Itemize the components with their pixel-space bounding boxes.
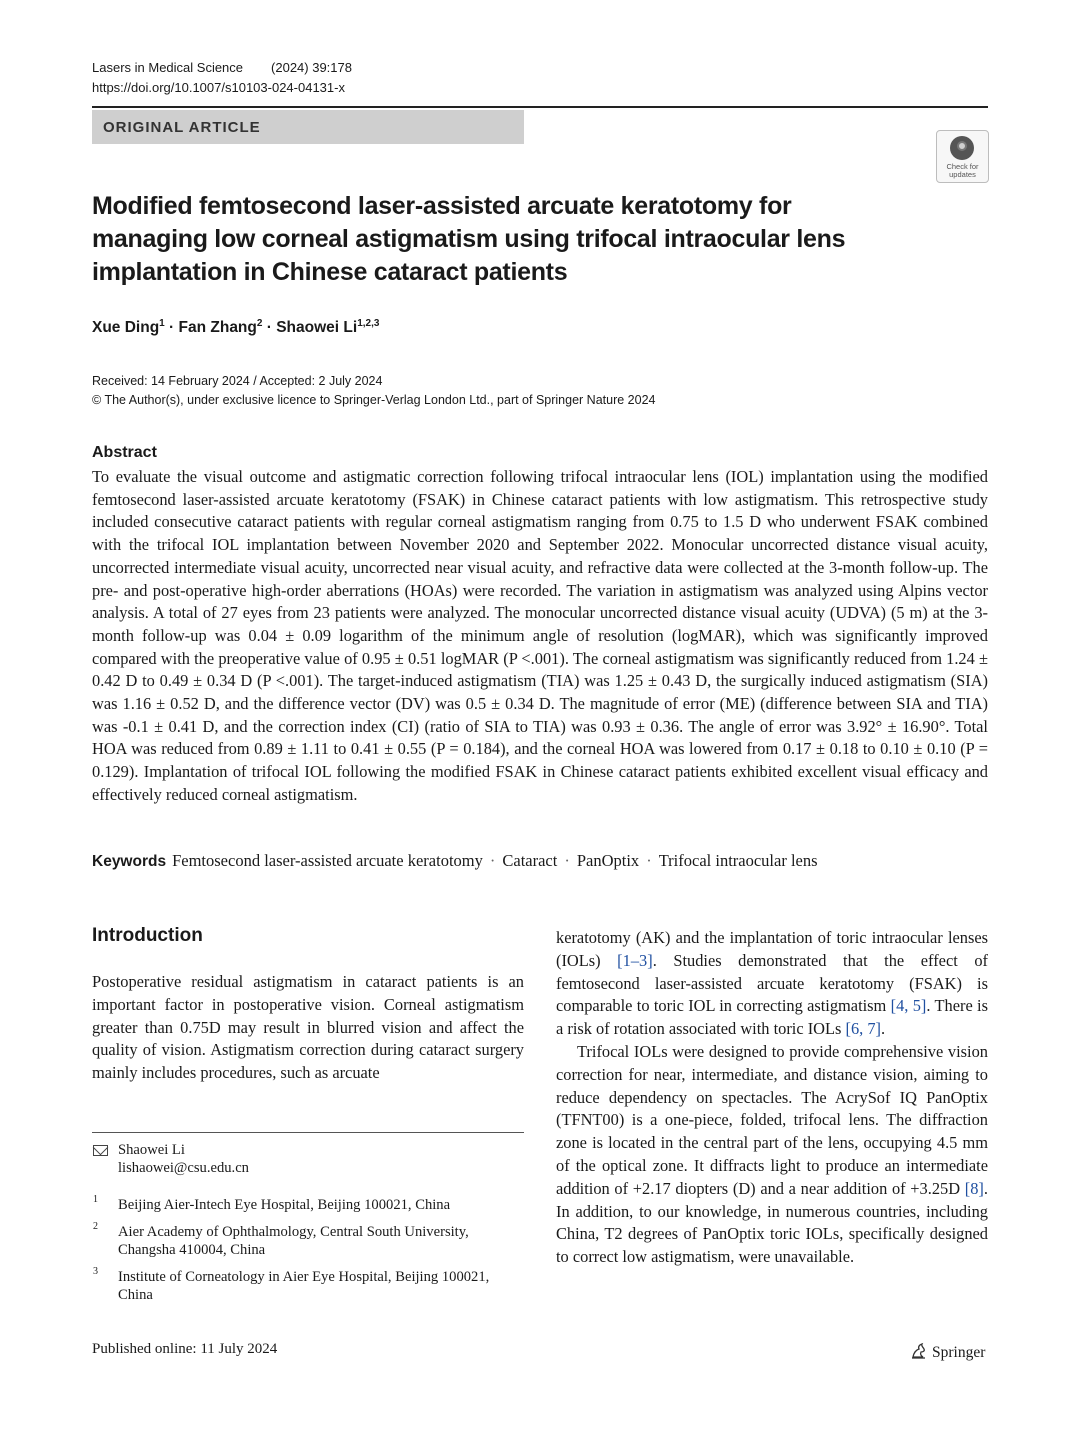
citation-link[interactable]: [8] <box>964 1178 984 1198</box>
corresponding-author-name: Shaowei Li <box>118 1142 185 1158</box>
introduction-heading: Introduction <box>92 925 203 946</box>
author-affiliation-mark: 1 <box>159 318 165 329</box>
author-separator: · <box>164 319 179 337</box>
author-affiliation-mark: 2 <box>256 318 263 329</box>
keyword: Femtosecond laser-assisted arcuate keratotomy <box>172 851 483 870</box>
affiliation-number: 2 <box>93 1221 98 1232</box>
author-name[interactable]: Xue Ding <box>92 319 160 337</box>
article-type-banner <box>92 110 524 144</box>
paragraph-text: . Studies demonstrated that the effect of femtosecond laser-assisted arcuate keratotomy (FSAK) is comparable to toric IOL in correcting astigmatism <box>556 950 988 1016</box>
abstract-text: To evaluate the visual outcome and astigmatic correction following trifocal intraocular lens (IOL) implantation using the modified femtosecond laser-assisted arcuate keratotomy (FSAK) in Chinese cataract patients with low astigmatism. This retrospective study included consecutive cataract patients with regular corneal astigmatism ranging from 0.75 to 1.5 D who underwent FSAK combined with the trifocal IOL implantation between November 2020 and September 2022. Monocular uncorrected distance visual acuity, uncorrected intermediate visual acuity, uncorrected near visual acuity, and refractive data were collected at the 3-month follow-up. The pre- and post-operative high-order aberrations (HOAs) were recorded. The variation in astigmatism was analyzed using Alpins vector analysis. A total of 27 eyes from 23 patients were analyzed. The monocular uncorrected distance visual acuity (UDVA) (5 m) at the 3-month follow-up was 0.04 ± 0.09 logarithm of the minimum angle of resolution (logMAR), which was significantly improved compared with the preoperative value of 0.95 ± 0.51 logMAR (P <.001). The corneal astigmatism was significantly reduced from 1.24 ± 0.42 D to 0.49 ± 0.34 D (P <.001). The target-induced astigmatism (TIA) was 1.25 ± 0.43 D, the surgically induced astigmatism (SIA) was 1.16 ± 0.52 D, and the difference vector (DV) was 0.5 ± 0.34 D. The magnitude of error (ME) (difference between SIA and TIA) was -0.1 ± 0.41 D, and the correction index (CI) (ratio of SIA to TIA) was 0.93 ± 0.36. The angle of error was 3.92° ± 16.90°. Total HOA was reduced from 0.89 ± 1.11 to 0.41 ± 0.55 (P = 0.184), and the corneal HOA was lowered from 0.17 ± 0.18 to 0.10 ± 0.10 (P = 0.129). Implantation of trifocal IOL following the modified FSAK in Chinese cataract patients exhibited excellent visual efficacy and effectively reduced corneal astigmatism. <box>92 467 988 804</box>
abstract-heading: Abstract <box>92 444 157 461</box>
crossmark-icon <box>950 136 974 160</box>
keyword-separator: · <box>646 851 652 870</box>
springer-horse-icon <box>910 1342 928 1360</box>
affiliation-text: Institute of Corneatology in Aier Eye Hospital, Beijing 100021, China <box>118 1269 490 1303</box>
paragraph-text: keratotomy (AK) and the implantation of toric intraocular lenses (IOLs) <box>556 928 988 970</box>
journal-name: Lasers in Medical Science <box>92 60 244 75</box>
affiliation-number: 3 <box>93 1266 98 1277</box>
citation-link[interactable]: [6, 7] <box>845 1019 882 1039</box>
affiliation-text: Beijing Aier-Intech Eye Hospital, Beijing 100021, China <box>118 1197 451 1213</box>
citation-link[interactable]: [1–3] <box>617 950 653 970</box>
received-accepted-dates: Received: 14 February 2024 / Accepted: 2 July 2024 <box>92 374 383 388</box>
right-column <box>556 927 988 1269</box>
article-title <box>92 190 952 289</box>
left-column <box>92 971 524 1085</box>
publisher-name: Springer <box>932 1344 986 1361</box>
keyword: PanOptix <box>576 851 640 870</box>
keywords-label: Keywords <box>92 853 167 870</box>
header-rule <box>92 106 988 108</box>
citation-link[interactable]: [4, 5] <box>890 996 927 1016</box>
author-name[interactable]: Fan Zhang <box>178 319 257 337</box>
affiliation-number: 1 <box>93 1194 98 1205</box>
journal-volume: (2024) 39:178 <box>271 60 352 75</box>
affiliation-text: Aier Academy of Ophthalmology, Central South University, Changsha 410004, China <box>118 1224 469 1258</box>
intro-paragraph <box>556 927 988 1041</box>
doi-link[interactable]: https://doi.org/10.1007/s10103-024-04131-x <box>92 80 345 95</box>
keywords <box>92 851 988 871</box>
check-for-updates-button[interactable] <box>936 130 989 183</box>
check-for-updates-label: Check for updates <box>946 162 979 179</box>
footnote-rule <box>92 1132 524 1133</box>
author-separator: · <box>262 319 277 337</box>
title-line: managing low corneal astigmatism using trifocal intraocular lens <box>92 225 846 253</box>
published-online-date: Published online: 11 July 2024 <box>92 1341 278 1357</box>
keyword: Cataract <box>502 851 558 870</box>
keyword: Trifocal intraocular lens <box>658 851 818 870</box>
paragraph-text: Trifocal IOLs were designed to provide comprehensive vision correction for near, intermediate, and distance vision, aiming to reduce dependency on spectacles. The AcrySof IQ PanOptix (TFNT00) is a one-piece, folded, trifocal lens. The diffraction zone is located in the central part of the lens, occupying 4.5 mm of the optical zone. It diffracts light to produce an intermediate addition of +2.17 diopters (D) and a near addition of +3.25D <box>556 1041 988 1198</box>
author-list <box>92 318 379 337</box>
paragraph-text: . <box>881 1019 886 1039</box>
envelope-icon <box>93 1145 108 1156</box>
corresponding-author-email[interactable]: lishaowei@csu.edu.cn <box>118 1160 249 1176</box>
title-line: Modified femtosecond laser-assisted arcuate keratotomy for <box>92 192 792 220</box>
paragraph-text: . There is a risk of rotation associated with toric IOLs <box>556 996 988 1039</box>
keyword-separator: · <box>564 851 570 870</box>
keyword-separator: · <box>489 851 496 870</box>
intro-paragraph: Postoperative residual astigmatism in cataract patients is an important factor in postoperative vision. Corneal astigmatism greater than 0.75D may result in blurred vision and affect the quality of vision. Astigmatism correction during cataract surgery mainly includes procedures, such as arcuate <box>92 972 524 1083</box>
publisher-logo <box>910 1342 985 1362</box>
author-name[interactable]: Shaowei Li <box>276 319 358 337</box>
title-line: implantation in Chinese cataract patients <box>92 258 568 286</box>
author-affiliation-mark: 1,2,3 <box>357 318 380 329</box>
paragraph-text: . In addition, to our knowledge, in numerous countries, including China, T2 degrees of PanOptix toric IOLs, specifically designed to correct low astigmatism, were unavailable. <box>556 1178 988 1267</box>
intro-paragraph <box>556 1041 988 1269</box>
journal-citation <box>92 60 352 75</box>
article-type-label: ORIGINAL ARTICLE <box>103 119 261 136</box>
copyright-notice: © The Author(s), under exclusive licence to Springer-Verlag London Ltd., part of Springer Nature 2024 <box>92 393 656 407</box>
